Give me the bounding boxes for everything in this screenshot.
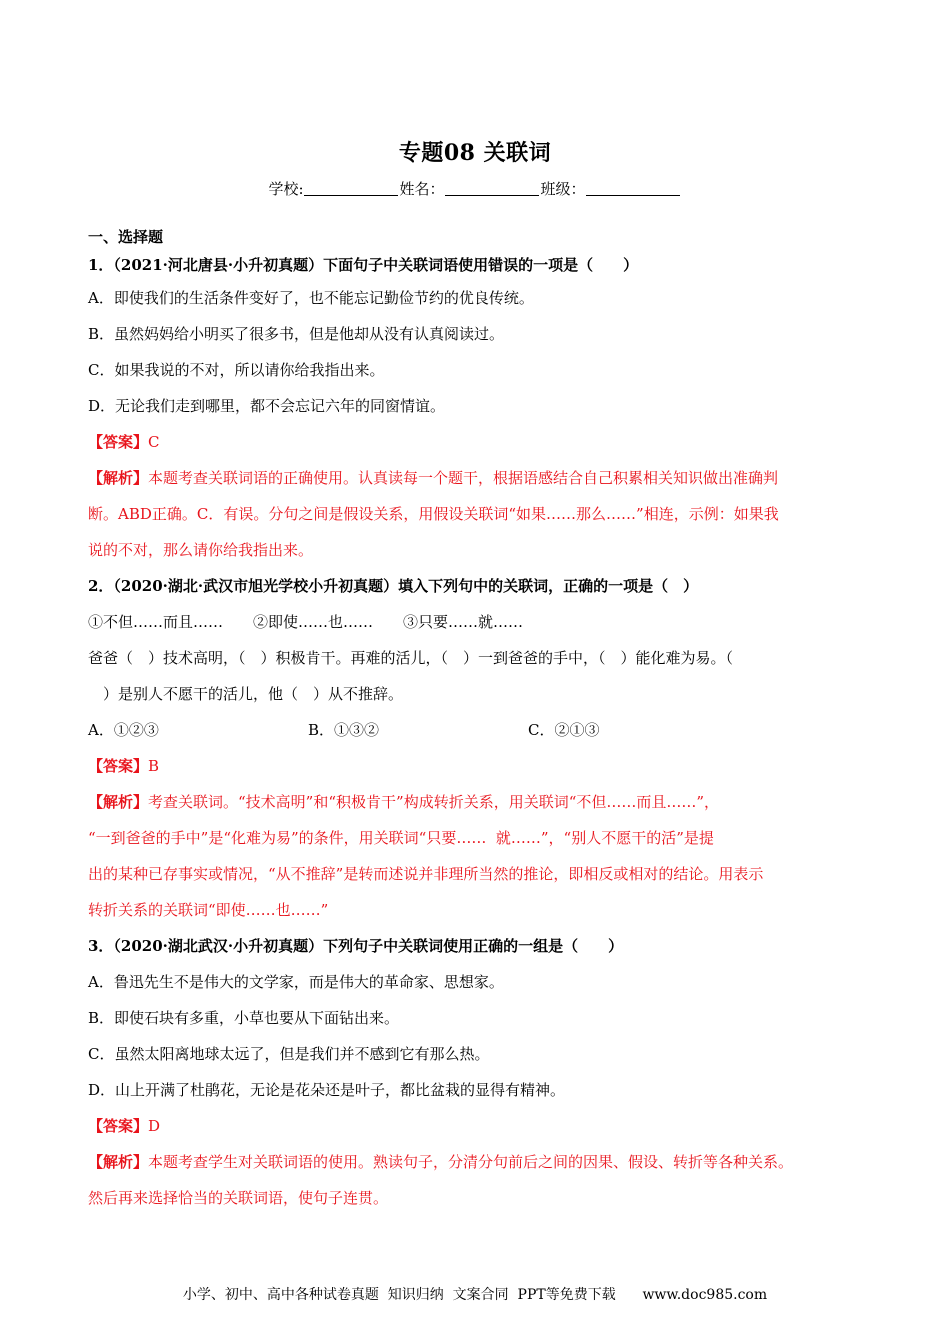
question-1-option-d: D．无论我们走到哪里，都不会忘记六年的同窗情谊。 bbox=[88, 397, 446, 415]
question-1-option-a: A．即使我们的生活条件变好了，也不能忘记勤俭节约的优良传统。 bbox=[88, 289, 534, 307]
answer-tag: 【答案】 bbox=[88, 1117, 149, 1135]
question-1-option-c: C．如果我说的不对，所以请你给我指出来。 bbox=[88, 361, 385, 379]
question-2-option-c: C．②①③ bbox=[528, 721, 600, 739]
question-2-option-b: B．①③② bbox=[308, 721, 380, 739]
student-info-line bbox=[0, 178, 950, 199]
question-2-word-choices: ①不但……而且…… ②即使……也…… ③只要……就…… bbox=[88, 613, 524, 631]
question-1-option-b: B．虽然妈妈给小明买了很多书，但是他却从没有认真阅读过。 bbox=[88, 325, 505, 343]
answer-tag: 【答案】 bbox=[88, 757, 149, 775]
question-1-analysis-line-1 bbox=[88, 460, 870, 496]
question-2-options bbox=[88, 712, 870, 748]
analysis-text: 本题考查学生对关联词语的使用。熟读句子，分清分句前后之间的因果、假设、转折等各种关系。 bbox=[148, 1153, 794, 1171]
section-heading: 一、选择题 bbox=[88, 228, 164, 246]
class-label: 班级： bbox=[540, 180, 586, 198]
question-2-analysis-line-3: 出的某种已存事实或情况，“从不推辞”是转而述说并非理所当然的推论，即相反或相对的结论。用表示 bbox=[88, 865, 764, 883]
class-blank[interactable] bbox=[586, 181, 680, 196]
question-2-sentence-line-2: ）是别人不愿干的活儿，他（ ）从不推辞。 bbox=[88, 685, 404, 703]
question-2-analysis-line-1 bbox=[88, 784, 870, 820]
question-3-option-b: B．即使石块有多重，小草也要从下面钻出来。 bbox=[88, 1009, 400, 1027]
question-3-analysis-line-2: 然后再来选择恰当的关联词语，使句子连贯。 bbox=[88, 1189, 389, 1207]
question-2-analysis-line-4: 转折关系的关联词“即使……也……” bbox=[88, 901, 329, 919]
question-3-option-d: D．山上开满了杜鹃花，无论是花朵还是叶子，都比盆栽的显得有精神。 bbox=[88, 1081, 566, 1099]
question-1-analysis-line-2: 断。ABD正确。C．有误。分句之间是假设关系，用假设关联词“如果……那么……”相连，示例：如果我 bbox=[88, 505, 779, 523]
question-2-option-a: A．①②③ bbox=[88, 721, 159, 739]
name-blank[interactable] bbox=[445, 181, 539, 196]
question-3-option-a: A．鲁迅先生不是伟大的文学家，而是伟大的革命家、思想家。 bbox=[88, 973, 504, 991]
question-1-analysis-line-3: 说的不对，那么请你给我指出来。 bbox=[88, 541, 314, 559]
answer-value: B bbox=[148, 757, 160, 775]
answer-value: C bbox=[148, 433, 160, 451]
analysis-tag: 【解析】 bbox=[88, 1153, 149, 1171]
page-footer: 小学、初中、高中各种试卷真题 知识归纳 文案合同 PPT等免费下载 www.doc985.com bbox=[182, 1287, 768, 1303]
question-3-answer bbox=[88, 1108, 870, 1144]
question-3-analysis-line-1 bbox=[88, 1144, 870, 1180]
question-2-answer bbox=[88, 748, 870, 784]
answer-tag: 【答案】 bbox=[88, 433, 149, 451]
name-label: 姓名： bbox=[399, 180, 445, 198]
question-1-answer bbox=[88, 424, 870, 460]
page-title: 专题08 关联词 bbox=[398, 140, 552, 166]
question-2-analysis-line-2: “一到爸爸的手中”是“化难为易”的条件，用关联词“只要…… 就……”，“别人不愿干的活”是提 bbox=[88, 829, 714, 847]
question-3-option-c: C．虽然太阳离地球太远了，但是我们并不感到它有那么热。 bbox=[88, 1045, 490, 1063]
question-2-sentence-line-1: 爸爸（ ）技术高明，（ ）积极肯干。再难的活儿，（ ）一到爸爸的手中，（ ）能化难为易。（ bbox=[88, 649, 734, 667]
analysis-text: 本题考查关联词语的正确使用。认真读每一个题干，根据语感结合自己积累相关知识做出准确判 bbox=[148, 469, 779, 487]
analysis-text: 考查关联词。“技术高明”和“积极肯干”构成转折关系，用关联词“不但……而且……”， bbox=[148, 793, 720, 811]
school-label: 学校: bbox=[268, 180, 304, 198]
analysis-tag: 【解析】 bbox=[88, 469, 149, 487]
question-3-stem: 3．（2020·湖北武汉·小升初真题）下列句子中关联词使用正确的一组是（ ） bbox=[88, 937, 624, 955]
school-blank[interactable] bbox=[304, 181, 398, 196]
analysis-tag: 【解析】 bbox=[88, 793, 149, 811]
document-content bbox=[88, 226, 870, 1216]
answer-value: D bbox=[148, 1117, 161, 1135]
question-1-stem: 1．（2021·河北唐县·小升初真题）下面句子中关联词语使用错误的一项是（ ） bbox=[88, 256, 639, 274]
question-2-stem: 2．（2020·湖北·武汉市旭光学校小升初真题）填入下列句中的关联词，正确的一项是（ ） bbox=[88, 577, 699, 595]
